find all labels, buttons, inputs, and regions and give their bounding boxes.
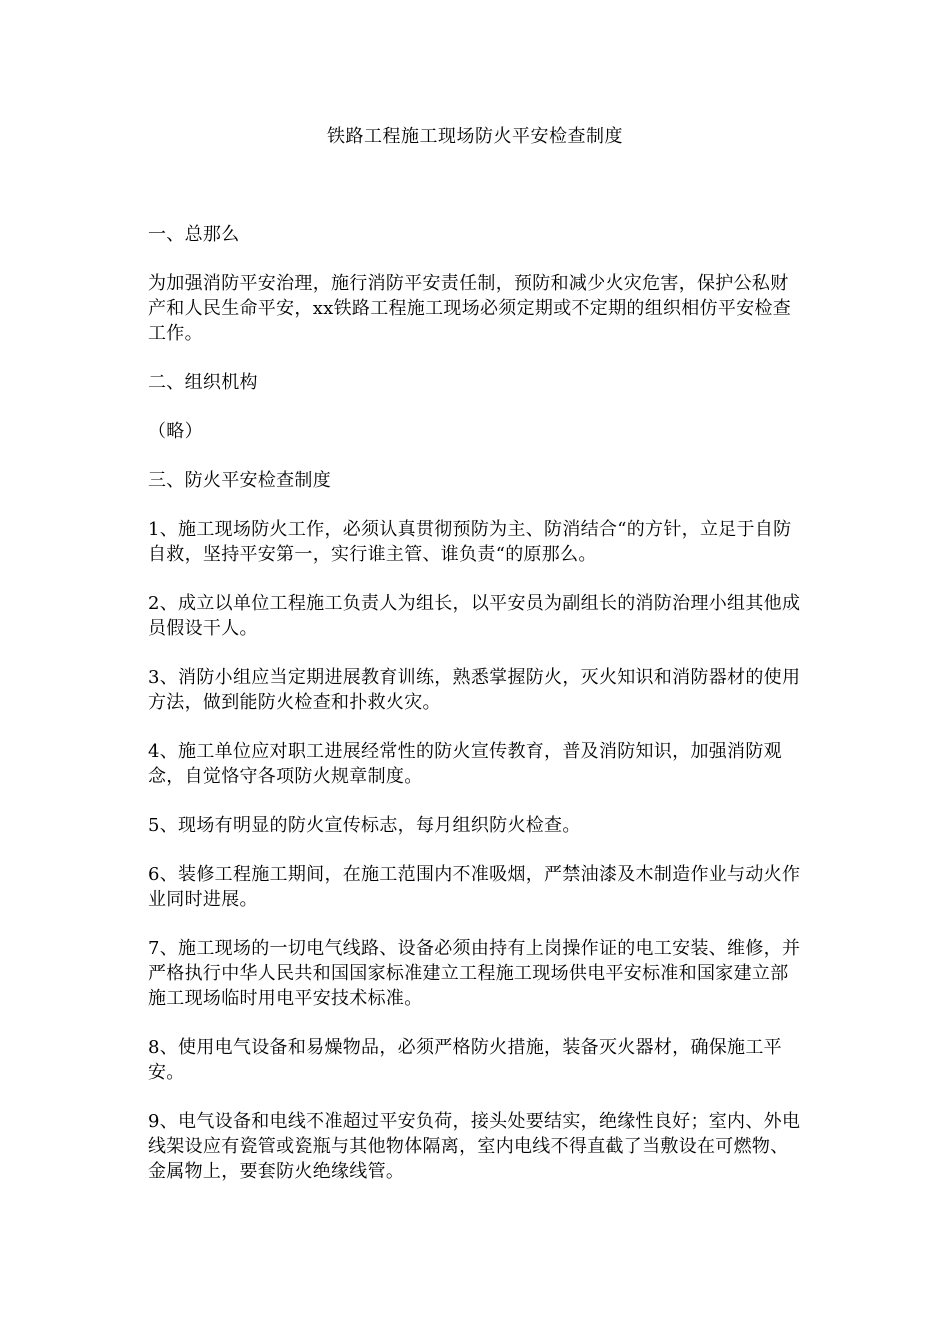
section-heading-general: 一、总那么 <box>148 224 240 245</box>
rule-item-8: 8、使用电气设备和易燥物品，必须严格防火措施，装备灭火器材，确保施工平安。 <box>148 1037 782 1083</box>
paragraph-omitted: （略） <box>148 421 203 442</box>
rule-item-2: 2、成立以单位工程施工负责人为组长，以平安员为副组长的消防治理小组其他成员假设干人。 <box>148 593 801 639</box>
rule-item-7: 7、施工现场的一切电气线路、设备必须由持有上岗操作证的电工安装、维修，并严格执行中华人民共和国国家标准建立工程施工现场供电平安标准和国家建立部施工现场临时用电平安技术标准。 <box>148 938 801 1009</box>
rule-item-9: 9、电气设备和电线不准超过平安负荷，接头处要结实，绝缘性良好；室内、外电线架设应有瓷管或瓷瓶与其他物体隔离，室内电线不得直截了当敷设在可燃物、金属物上，要套防火绝缘线管。 <box>148 1111 801 1182</box>
rule-item-6: 6、装修工程施工期间，在施工范围内不准吸烟，严禁油漆及木制造作业与动火作业同时进展。 <box>148 864 801 910</box>
rule-item-3: 3、消防小组应当定期进展教育训练，熟悉掌握防火，灭火知识和消防器材的使用方法，做到能防火检查和扑救火灾。 <box>148 667 801 713</box>
rule-item-4: 4、施工单位应对职工进展经常性的防火宣传教育，普及消防知识，加强消防观念，自觉恪守各项防火规章制度。 <box>148 741 782 787</box>
document-title: 铁路工程施工现场防火平安检查制度 <box>327 126 623 147</box>
rule-item-1: 1、施工现场防火工作，必须认真贯彻预防为主、防消结合“的方针，立足于自防自救，坚持平安第一，实行谁主管、谁负责“的原那么。 <box>148 519 792 565</box>
section-heading-inspection-rules: 三、防火平安检查制度 <box>148 470 331 491</box>
rule-item-5: 5、现场有明显的防火宣传标志，每月组织防火检查。 <box>148 815 581 836</box>
document-body <box>148 222 804 1208</box>
section-heading-organization: 二、组织机构 <box>148 372 258 393</box>
paragraph-purpose: 为加强消防平安治理，施行消防平安责任制，预防和减少火灾危害，保护公私财产和人民生命平安，xx铁路工程施工现场必须定期或不定期的组织相仿平安检查工作。 <box>148 273 792 344</box>
